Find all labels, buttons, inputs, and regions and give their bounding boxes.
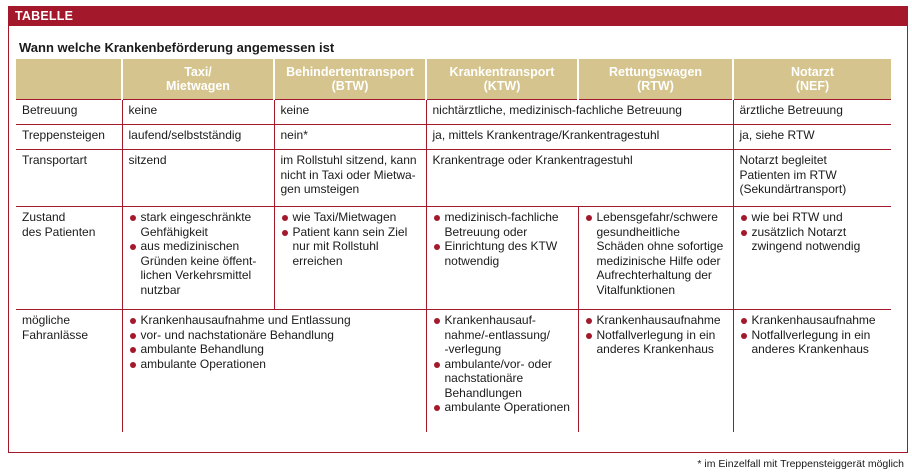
list-item: wie bei RTW und	[740, 210, 886, 225]
list-item: Krankenhausauf- nahme/-entlassung/ -verlegung	[433, 313, 572, 357]
cell-taxi: laufend/selbstständig	[122, 125, 274, 150]
list-item: stark eingeschränkte Gehfähigkeit	[129, 210, 268, 239]
list-item: ambulante/vor- oder nachstationäre Behandlungen	[433, 357, 572, 401]
row-label: Transportart	[16, 150, 122, 207]
column-header-btw: Behindertentransport (BTW)	[274, 59, 426, 100]
cell-taxi-btw	[122, 310, 426, 432]
list-item: vor- und nachstationäre Behandlung	[129, 328, 420, 343]
column-header-ktw: Krankentransport (KTW)	[426, 59, 578, 100]
cell-rtw	[578, 207, 733, 310]
cell-taxi	[122, 207, 274, 310]
row-label: Betreuung	[16, 100, 122, 125]
cell-ktw-rtw: nichtärztliche, medizinisch-fachliche Betreuung	[426, 100, 733, 125]
column-header-nef: Notarzt (NEF)	[733, 59, 891, 100]
list-item: aus medizinischen Gründen keine öffent- lichen Verkehrsmittel nutzbar	[129, 239, 268, 297]
column-header-empty	[16, 59, 122, 100]
footnote: * im Einzelfall mit Treppensteiggerät möglich	[697, 458, 904, 470]
table-row-betreuung	[16, 100, 891, 125]
row-label: Treppensteigen	[16, 125, 122, 150]
cell-nef	[733, 207, 891, 310]
list-item: zusätzlich Notarzt zwingend notwendig	[740, 225, 886, 254]
cell-btw: nein*	[274, 125, 426, 150]
list-item: Krankenhausaufnahme	[740, 313, 886, 328]
table-title: Wann welche Krankenbeförderung angemessen ist	[19, 40, 335, 55]
cell-taxi: keine	[122, 100, 274, 125]
cell-btw	[274, 207, 426, 310]
section-label: TABELLE	[9, 7, 907, 26]
row-label: Zustand des Patienten	[16, 207, 122, 310]
column-header-taxi: Taxi/ Mietwagen	[122, 59, 274, 100]
list-item: Notfallverlegung in ein anderes Krankenhaus	[585, 328, 727, 357]
list-item: ambulante Behandlung	[129, 342, 420, 357]
list-item: ambulante Operationen	[129, 357, 420, 372]
row-label: mögliche Fahranlässe	[16, 310, 122, 432]
cell-btw: keine	[274, 100, 426, 125]
list-item: Lebensgefahr/schwere gesundheitliche Schäden ohne sofortige medizinische Hilfe oder Aufrechterhaltung der Vitalfunktionen	[585, 210, 727, 297]
cell-rtw	[578, 310, 733, 432]
list-item: Einrichtung des KTW notwendig	[433, 239, 572, 268]
cell-nef: ja, siehe RTW	[733, 125, 891, 150]
list-item: Krankenhausaufnahme	[585, 313, 727, 328]
list-item: medizinisch-fachliche Betreuung oder	[433, 210, 572, 239]
table-row-zustand	[16, 207, 891, 310]
list-item: Patient kann sein Ziel nur mit Rollstuhl erreichen	[281, 225, 420, 269]
cell-nef: ärztliche Betreuung	[733, 100, 891, 125]
list-item: Notfallverlegung in ein anderes Krankenhaus	[740, 328, 886, 357]
table-header-row	[16, 59, 891, 100]
list-item: Krankenhausaufnahme und Entlassung	[129, 313, 420, 328]
cell-nef	[733, 310, 891, 432]
cell-btw: im Rollstuhl sitzend, kann nicht in Taxi oder Mietwa- gen umsteigen	[274, 150, 426, 207]
cell-ktw	[426, 310, 578, 432]
cell-ktw-rtw: ja, mittels Krankentrage/Krankentragestuhl	[426, 125, 733, 150]
cell-nef: Notarzt begleitet Patienten im RTW (Sekundärtransport)	[733, 150, 891, 207]
cell-taxi: sitzend	[122, 150, 274, 207]
cell-ktw	[426, 207, 578, 310]
transport-table	[16, 59, 891, 432]
list-item: wie Taxi/Mietwagen	[281, 210, 420, 225]
table-row-fahranlaesse	[16, 310, 891, 432]
cell-ktw-rtw: Krankentrage oder Krankentragestuhl	[426, 150, 733, 207]
column-header-rtw: Rettungswagen (RTW)	[578, 59, 733, 100]
list-item: ambulante Operationen	[433, 400, 572, 415]
table-row-treppensteigen	[16, 125, 891, 150]
table-row-transportart	[16, 150, 891, 207]
